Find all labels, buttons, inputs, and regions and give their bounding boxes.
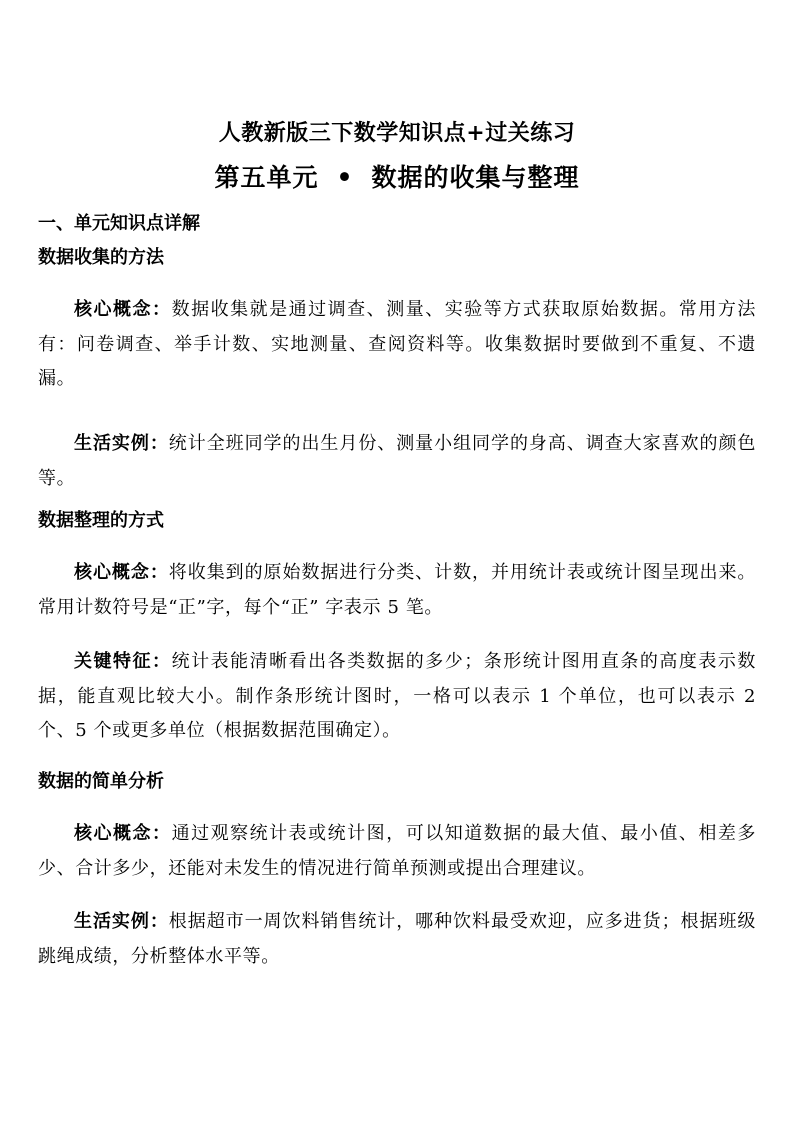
section-heading-collection: 数据收集的方法	[38, 247, 164, 268]
paragraph-label: 核心概念：	[74, 299, 172, 320]
paragraph-text: 统计全班同学的出生月份、测量小组同学的身高、调查大家喜欢的颜色等。	[38, 433, 756, 489]
paragraph	[38, 427, 756, 496]
paragraph	[38, 645, 756, 749]
unit-number: 第五单元	[214, 163, 319, 192]
paragraph	[38, 293, 756, 397]
section-heading-organizing: 数据整理的方式	[38, 510, 164, 531]
unit-title	[0, 159, 794, 197]
paragraph-text: 统计表能清晰看出各类数据的多少；条形统计图用直条的高度表示数据，能直观比较大小。制作条形统计图时，一格可以表示 1 个单位，也可以表示 2 个、5 个或更多单位（根据数据范围确定）。	[38, 651, 757, 741]
unit-topic: 数据的收集与整理	[371, 163, 580, 192]
paragraph-text: 将收集到的原始数据进行分类、计数，并用统计表或统计图呈现出来。常用计数符号是“正”字，每个“正” 字表示 5 笔。	[38, 562, 756, 618]
paragraph-label: 生活实例：	[74, 911, 169, 932]
paragraph	[38, 817, 756, 886]
part-heading: 一、单元知识点详解	[38, 213, 200, 234]
paragraph	[38, 556, 756, 625]
paragraph-text: 数据收集就是通过调查、测量、实验等方式获取原始数据。常用方法有：问卷调查、举手计数、实地测量、查阅资料等。收集数据时要做到不重复、不遗漏。	[38, 299, 757, 389]
document-title: 人教新版三下数学知识点+过关练习	[218, 120, 576, 146]
paragraph-label: 核心概念：	[74, 823, 172, 844]
paragraph-label: 生活实例：	[74, 433, 169, 454]
paragraph-label: 核心概念：	[74, 562, 169, 583]
paragraph-text: 通过观察统计表或统计图，可以知道数据的最大值、最小值、相差多少、合计多少，还能对未发生的情况进行简单预测或提出合理建议。	[38, 823, 757, 879]
paragraph-label: 关键特征：	[74, 651, 172, 672]
paragraph	[38, 905, 756, 974]
section-heading-analysis: 数据的简单分析	[38, 771, 164, 792]
paragraph-text: 根据超市一周饮料销售统计，哪种饮料最受欢迎，应多进货；根据班级跳绳成绩，分析整体水平等。	[38, 911, 756, 967]
title-separator: •	[336, 163, 354, 192]
